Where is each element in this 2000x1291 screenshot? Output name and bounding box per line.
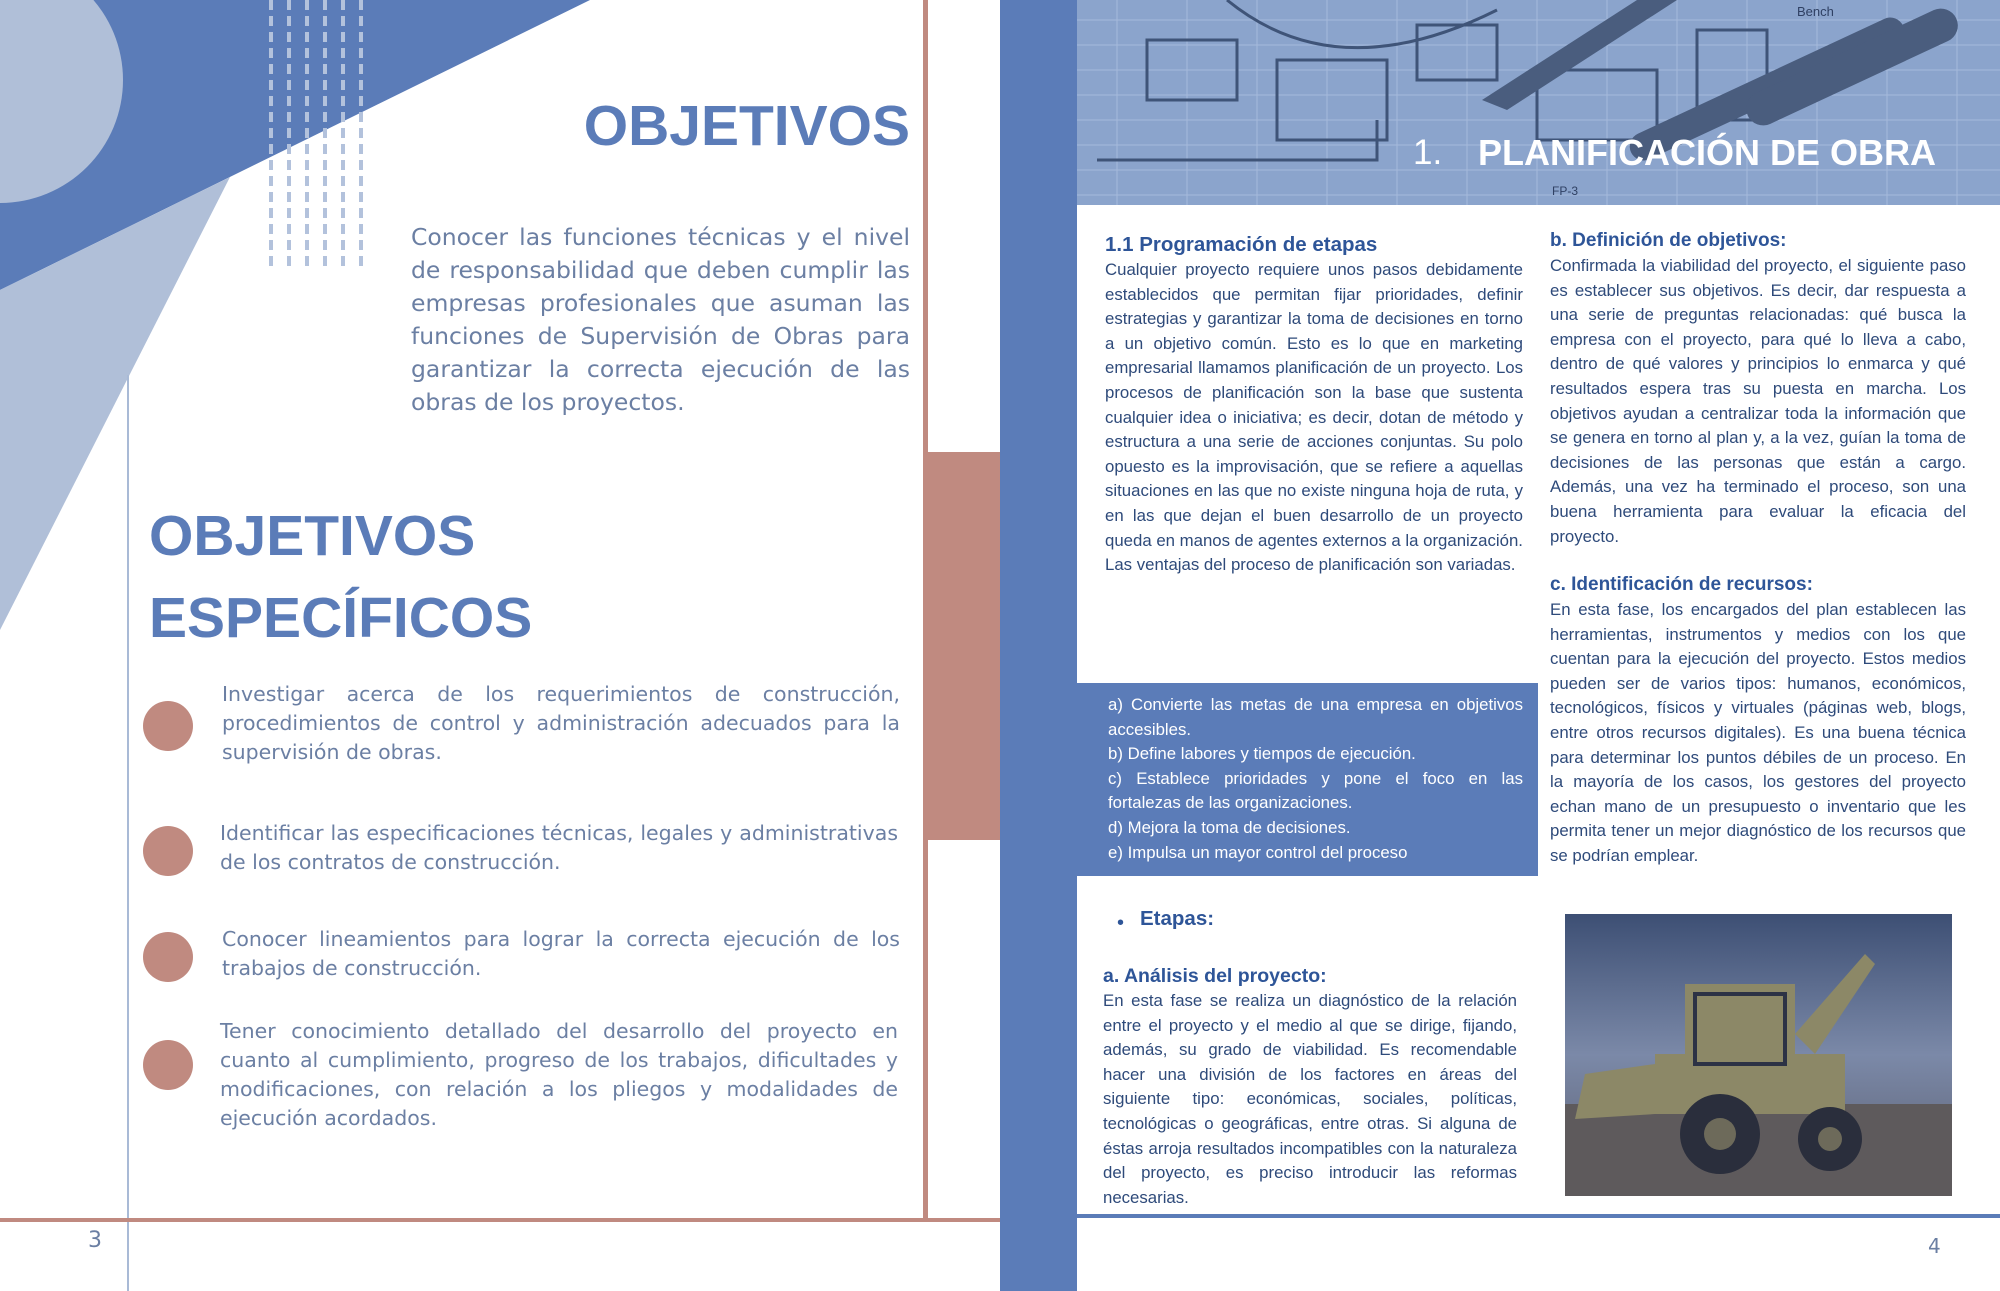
- section-1-1-heading: 1.1 Programación de etapas: [1105, 233, 1378, 256]
- section-1-1-body2: Las ventajas del proceso de planificación son variadas.: [1105, 555, 1516, 575]
- analysis-section: [1103, 963, 1517, 1210]
- objective-item-2: Identificar las especificaciones técnicas, legales y administrativas de los contratos de construcción.: [220, 821, 898, 874]
- resources-section: [1550, 572, 1966, 869]
- blueprint-label-2: FP-3: [1552, 184, 1579, 198]
- page-number-right: 4: [1928, 1234, 1941, 1258]
- right-page: [1000, 0, 2000, 1291]
- specific-objectives-title: [149, 495, 532, 659]
- chapter-number: 1.: [1413, 133, 1443, 172]
- section-1-1: [1105, 232, 1523, 578]
- objective-bullet-1: [143, 701, 193, 751]
- blueprint-label: Bench: [1797, 4, 1834, 19]
- objective-item-3: Conocer lineamientos para lograr la correcta ejecución de los trabajos de construcción.: [222, 927, 900, 980]
- objectives-title: OBJETIVOS: [583, 94, 910, 158]
- objective-bullet-4: [143, 1040, 193, 1090]
- advantage-item: c) Establece prioridades y pone el foco en las fortalezas de las organizaciones.: [1108, 768, 1523, 813]
- bottom-rule-right: [1077, 1214, 2000, 1218]
- objectives-intro: Conocer las funciones técnicas y el nivel de responsabilidad que deben cumplir las empresas profesionales que asuman las funciones de Supervisión de Obras para garantizar la correcta ejecución de las obras de los proyectos.: [411, 223, 910, 416]
- objective-item-4: Tener conocimiento detallado del desarrollo del proyecto en cuanto al cumplimiento, progreso de los trabajos, dificultades y modificaciones, con relación a los pliegos y modalidades de ejecución acordados.: [220, 1019, 898, 1130]
- etapas-bullet: •: [1117, 912, 1125, 934]
- advantage-item: b) Define labores y tiempos de ejecución.: [1108, 744, 1416, 764]
- objectives-definition-heading: b. Definición de objetivos:: [1550, 230, 1787, 251]
- specific-title-line1: OBJETIVOS: [149, 504, 476, 568]
- objective-bullet-2: [143, 826, 193, 876]
- advantage-item: e) Impulsa un mayor control del proceso: [1108, 842, 1408, 862]
- advantage-item: a) Convierte las metas de una empresa en objetivos accesibles.: [1108, 695, 1523, 739]
- specific-title-line2: ESPECÍFICOS: [149, 586, 533, 650]
- resources-body: En esta fase, los encargados del plan establecen las herramientas, instrumentos y medios con los que cuentan para la ejecución del proyecto. Estos medios pueden ser de varios tipos: humanos, económicos, tecnológicos, físicos y virtuales (páginas web, blogs, entre otros recursos digitales). Es una buena técnica para determinar los puntos débiles de un proceso. En la mayoría de los casos, los gestores del proyecto echan mano de un presupuesto o inventario que les permita tener un mejor diagnóstico de los recursos que se podrían emplear.: [1550, 600, 1966, 865]
- objectives-definition-section: [1550, 228, 1966, 549]
- section-1-1-body: Cualquier proyecto requiere unos pasos debidamente establecidos que permitan fijar prioridades, definir estrategias y garantizar la toma de decisiones en torno a un objetivo común. Esto es lo que en marketing empresarial llamamos planificación de un proyecto. Los procesos de planificación son la base que sustenta cualquier idea o iniciativa; es decir, dotan de método y estructura a una serie de acciones conjuntas. Su polo opuesto es la improvisación, que se refiere a aquellas situaciones en las que no existe ninguna hoja de ruta, y en las que dejan el buen desarrollo de un proyecto queda en manos de agentes externos a la organización.: [1105, 260, 1523, 550]
- chapter-title: PLANIFICACIÓN DE OBRA: [1478, 132, 1936, 173]
- analysis-heading: a. Análisis del proyecto:: [1103, 965, 1327, 987]
- analysis-body: En esta fase se realiza un diagnóstico de la relación entre el proyecto y el medio al que se dirige, fijando, además, su grado de viabilidad. Es recomendable hacer una división de los factores en áreas del siguiente tipo: económicas, sociales, políticas, tecnológicas o geográficas, entre otras. Si alguna de éstas arroja resultados incompatibles con la naturaleza del proyecto, es preciso introducir las reformas necesarias.: [1103, 991, 1517, 1207]
- backhoe-photo: [1565, 914, 1952, 1196]
- objective-bullet-3: [143, 932, 193, 982]
- bottom-rule-left: [0, 1218, 1000, 1222]
- resources-heading: c. Identificación de recursos:: [1550, 574, 1813, 595]
- etapas-label: Etapas:: [1140, 907, 1215, 930]
- page-number-left: 3: [88, 1228, 102, 1253]
- objectives-definition-body: Confirmada la viabilidad del proyecto, el siguiente paso es establecer sus objetivos. Es decir, dar respuesta a una serie de preguntas relacionadas: qué busca la empresa con el proyecto, para qué lo lleva a cabo, dentro de qué valores y principios lo enmarca y qué resultados espera tras su puesta en marcha. Los objetivos ayudan a centralizar toda la información que se genera en torno al plan y, a la vez, guían la toma de decisiones de las personas que están a cargo. Además, una vez ha terminado el proceso, son una buena herramienta para evaluar la eficacia del proyecto.: [1550, 256, 1966, 546]
- blue-side-band: [1000, 0, 1077, 1291]
- advantage-item: d) Mejora la toma de decisiones.: [1108, 817, 1351, 837]
- blueprint-header-image: [1077, 0, 2000, 205]
- objective-item-1: Investigar acerca de los requerimientos de construcción, procedimientos de control y administración adecuados para la supervisión de obras.: [222, 682, 900, 764]
- dashed-lines-decoration: [267, 0, 367, 280]
- rose-block: [928, 452, 1000, 840]
- advantages-list: [1108, 693, 1523, 865]
- left-vertical-rule: [127, 375, 129, 1291]
